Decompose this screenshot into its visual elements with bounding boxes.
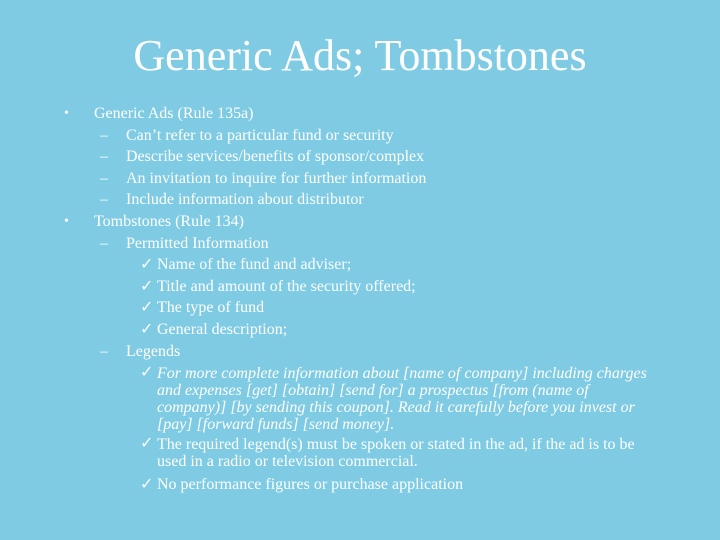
bullet-icon: • (64, 106, 69, 121)
check-item-legend-3: No performance figures or purchase application (157, 476, 464, 493)
sub-item-generic-2: Describe services/benefits of sponsor/complex (126, 148, 425, 166)
check-item-permitted-2: Title and amount of the security offered; (157, 277, 416, 295)
check-item-permitted-1: Name of the fund and adviser; (157, 256, 352, 274)
check-item-legend-1: For more complete information about [name of company] including charges and expenses [get] [obtain] [send for] a prospectus [from (name of company)] [by sending this coupon]. Read it carefully before you invest or [pay] [forward funds] [send money]. (157, 365, 647, 433)
check-item-legend-2: The required legend(s) must be spoken or stated in the ad, if the ad is to be used in a radio or television commercial. (157, 436, 635, 470)
dash-icon: – (100, 148, 108, 166)
check-icon: ✓ (140, 476, 154, 493)
bullet-icon: • (64, 214, 69, 229)
dash-icon: – (100, 126, 108, 144)
sub-item-legends: Legends (126, 342, 181, 360)
check-icon: ✓ (140, 299, 154, 317)
check-icon: ✓ (140, 364, 154, 382)
sub-item-generic-1: Can’t refer to a particular fund or security (126, 126, 394, 144)
bullet-generic-ads: Generic Ads (Rule 135a) (94, 105, 254, 122)
dash-icon: – (100, 169, 108, 187)
check-icon: ✓ (140, 435, 154, 452)
check-icon: ✓ (140, 256, 154, 274)
dash-icon: – (100, 234, 108, 252)
dash-icon: – (100, 342, 108, 360)
slide-title: Generic Ads; Tombstones (133, 31, 587, 80)
check-icon: ✓ (140, 277, 154, 295)
check-item-permitted-3: The type of fund (157, 299, 265, 317)
dash-icon: – (100, 191, 108, 209)
sub-item-generic-3: An invitation to inquire for further information (126, 169, 427, 187)
sub-item-permitted: Permitted Information (126, 234, 269, 252)
sub-item-generic-4: Include information about distributor (126, 191, 364, 209)
check-icon: ✓ (140, 321, 154, 338)
check-item-permitted-4: General description; (157, 321, 288, 338)
bullet-tombstones: Tombstones (Rule 134) (94, 213, 244, 230)
